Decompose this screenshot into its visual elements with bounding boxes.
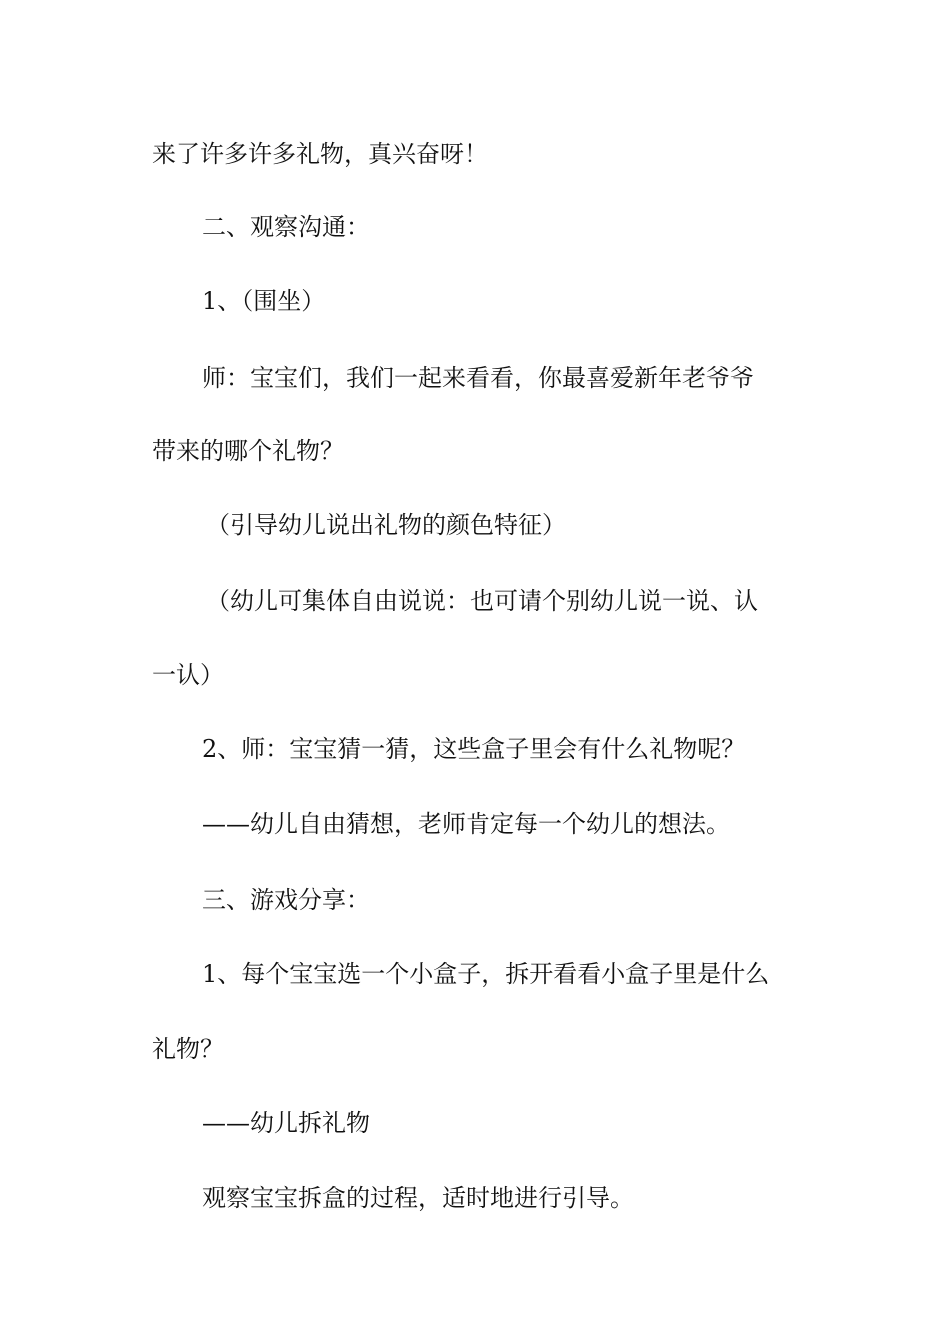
body-text-line: （引导幼儿说出礼物的颜色特征） bbox=[206, 511, 566, 539]
section-heading: 二、观察沟通： bbox=[202, 213, 370, 241]
body-text-line: （幼儿可集体自由说说：也可请个别幼儿说一说、认 bbox=[206, 587, 758, 615]
body-text-line: 一认） bbox=[152, 661, 224, 689]
body-text-line: 礼物？ bbox=[152, 1035, 224, 1063]
body-text-line: ——幼儿自由猜想，老师肯定每一个幼儿的想法。 bbox=[202, 810, 730, 838]
list-item: 2、师：宝宝猜一猜，这些盒子里会有什么礼物呢？ bbox=[202, 735, 746, 763]
body-text-line: 带来的哪个礼物？ bbox=[152, 437, 344, 465]
list-item: 1、（围坐） bbox=[202, 287, 326, 315]
body-text-line: 师：宝宝们，我们一起来看看，你最喜爱新年老爷爷 bbox=[202, 364, 754, 392]
body-text-line: 来了许多许多礼物，真兴奋呀！ bbox=[152, 140, 488, 168]
section-heading: 三、游戏分享： bbox=[202, 886, 370, 914]
body-text-line: ——幼儿拆礼物 bbox=[202, 1109, 370, 1137]
body-text-line: 观察宝宝拆盒的过程，适时地进行引导。 bbox=[202, 1184, 634, 1212]
list-item: 1、每个宝宝选一个小盒子，拆开看看小盒子里是什么 bbox=[202, 960, 770, 988]
